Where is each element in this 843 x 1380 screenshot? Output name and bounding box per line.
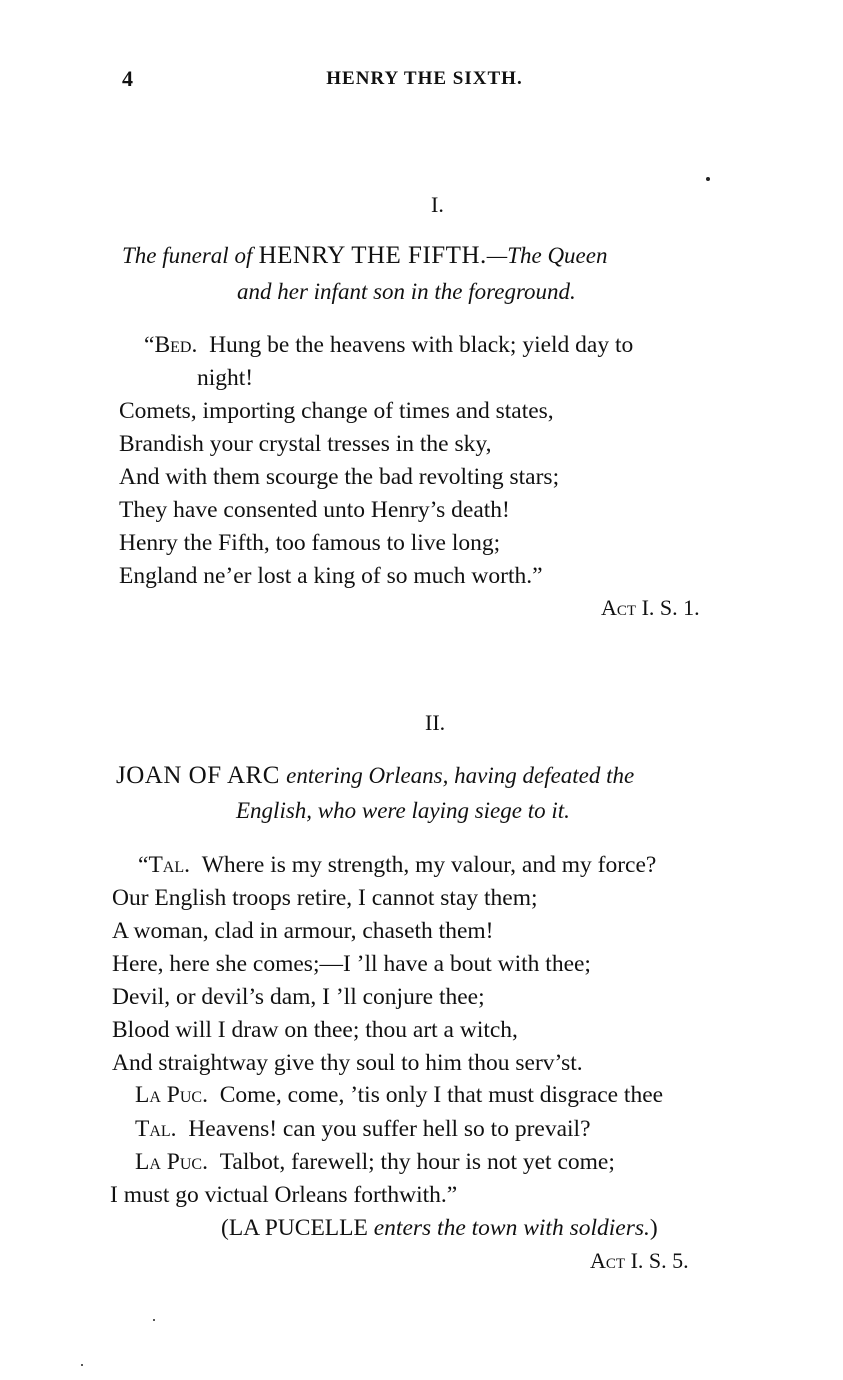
stage-direction-close: ) <box>649 1215 658 1241</box>
section-2-title-line-2 <box>236 797 570 825</box>
verse-line: Blood will I draw on thee; thou art a witch, <box>112 1017 518 1043</box>
verse-line: And straightway give thy soul to him thou serv’st. <box>112 1050 583 1076</box>
dialogue-line <box>135 1116 591 1143</box>
stage-direction <box>221 1215 658 1242</box>
verse-line: And with them scourge the bad revolting stars; <box>119 464 560 490</box>
dialogue-line <box>135 1149 615 1176</box>
dialogue-text: Heavens! can you suffer hell so to prevail? <box>188 1116 591 1142</box>
verse-line: Here, here she comes;—I ’ll have a bout with thee; <box>112 951 591 977</box>
verse-line: I must go victual Orleans forthwith.” <box>110 1182 458 1208</box>
dialogue-text: Talbot, farewell; thy hour is not yet come; <box>219 1149 615 1175</box>
speaker-label: Tal. <box>135 1116 177 1142</box>
title-line-2: English, who were laying siege to it. <box>236 798 570 823</box>
title-prefix: The funeral of <box>122 243 253 268</box>
title-line-2: and her infant son in the foreground. <box>237 279 576 304</box>
dialogue-text: Come, come, ’tis only I that must disgrace thee <box>219 1082 664 1108</box>
section-numeral-2: II. <box>425 710 446 735</box>
section-1-title-line-1 <box>122 242 607 270</box>
act-scene-reference-2 <box>590 1248 689 1274</box>
dialogue-line <box>135 1082 663 1109</box>
verse-line: Brandish your crystal tresses in the sky, <box>119 431 492 457</box>
verse-line: Henry the Fifth, too famous to live long; <box>119 530 501 556</box>
speaker-label: La Puc. <box>135 1082 208 1108</box>
running-title: HENRY THE SIXTH. <box>326 68 523 89</box>
title-subject: HENRY THE FIFTH. <box>258 242 487 269</box>
reference-act: Act <box>590 1248 626 1273</box>
verse-line: Comets, importing change of times and states, <box>119 398 554 424</box>
paper-speck <box>706 177 710 181</box>
reference-act: Act <box>601 595 637 620</box>
section-numeral-1: I. <box>431 192 444 217</box>
speaker-label: Tal. <box>148 852 190 878</box>
paper-speck <box>153 1319 155 1321</box>
stage-direction-italic: enters the town with soldiers. <box>373 1215 650 1241</box>
act-scene-reference-1 <box>601 595 700 621</box>
verse-text: Hung be the heavens with black; yield day to <box>209 332 634 358</box>
verse-1-continuation: night! <box>197 365 254 391</box>
open-quote: “ <box>138 852 149 878</box>
verse-line: England ne’er lost a king of so much worth.” <box>119 563 543 589</box>
open-quote: “ <box>144 332 155 358</box>
title-suffix: —The Queen <box>486 243 608 268</box>
section-2-title-line-1 <box>116 762 634 790</box>
verse-1-first-line <box>144 332 633 359</box>
paper-speck <box>81 1364 83 1366</box>
section-1-title-line-2 <box>237 278 576 306</box>
verse-line: Devil, or devil’s dam, I ’ll conjure thee; <box>112 984 485 1010</box>
verse-text: Where is my strength, my valour, and my force? <box>201 852 657 878</box>
title-subject: JOAN OF ARC <box>116 762 280 789</box>
speaker-label: Bed. <box>154 332 198 358</box>
verse-2-first-line <box>138 852 656 879</box>
stage-direction-open: (LA PUCELLE <box>221 1215 368 1241</box>
page-number: 4 <box>122 66 133 91</box>
verse-line: Our English troops retire, I cannot stay them; <box>112 885 538 911</box>
reference-numbers: I. S. 1. <box>641 595 700 620</box>
verse-line: They have consented unto Henry’s death! <box>119 497 510 523</box>
verse-line: A woman, clad in armour, chaseth them! <box>112 918 494 944</box>
reference-numbers: I. S. 5. <box>630 1248 689 1273</box>
title-suffix: entering Orleans, having defeated the <box>286 763 635 788</box>
speaker-label: La Puc. <box>135 1149 208 1175</box>
